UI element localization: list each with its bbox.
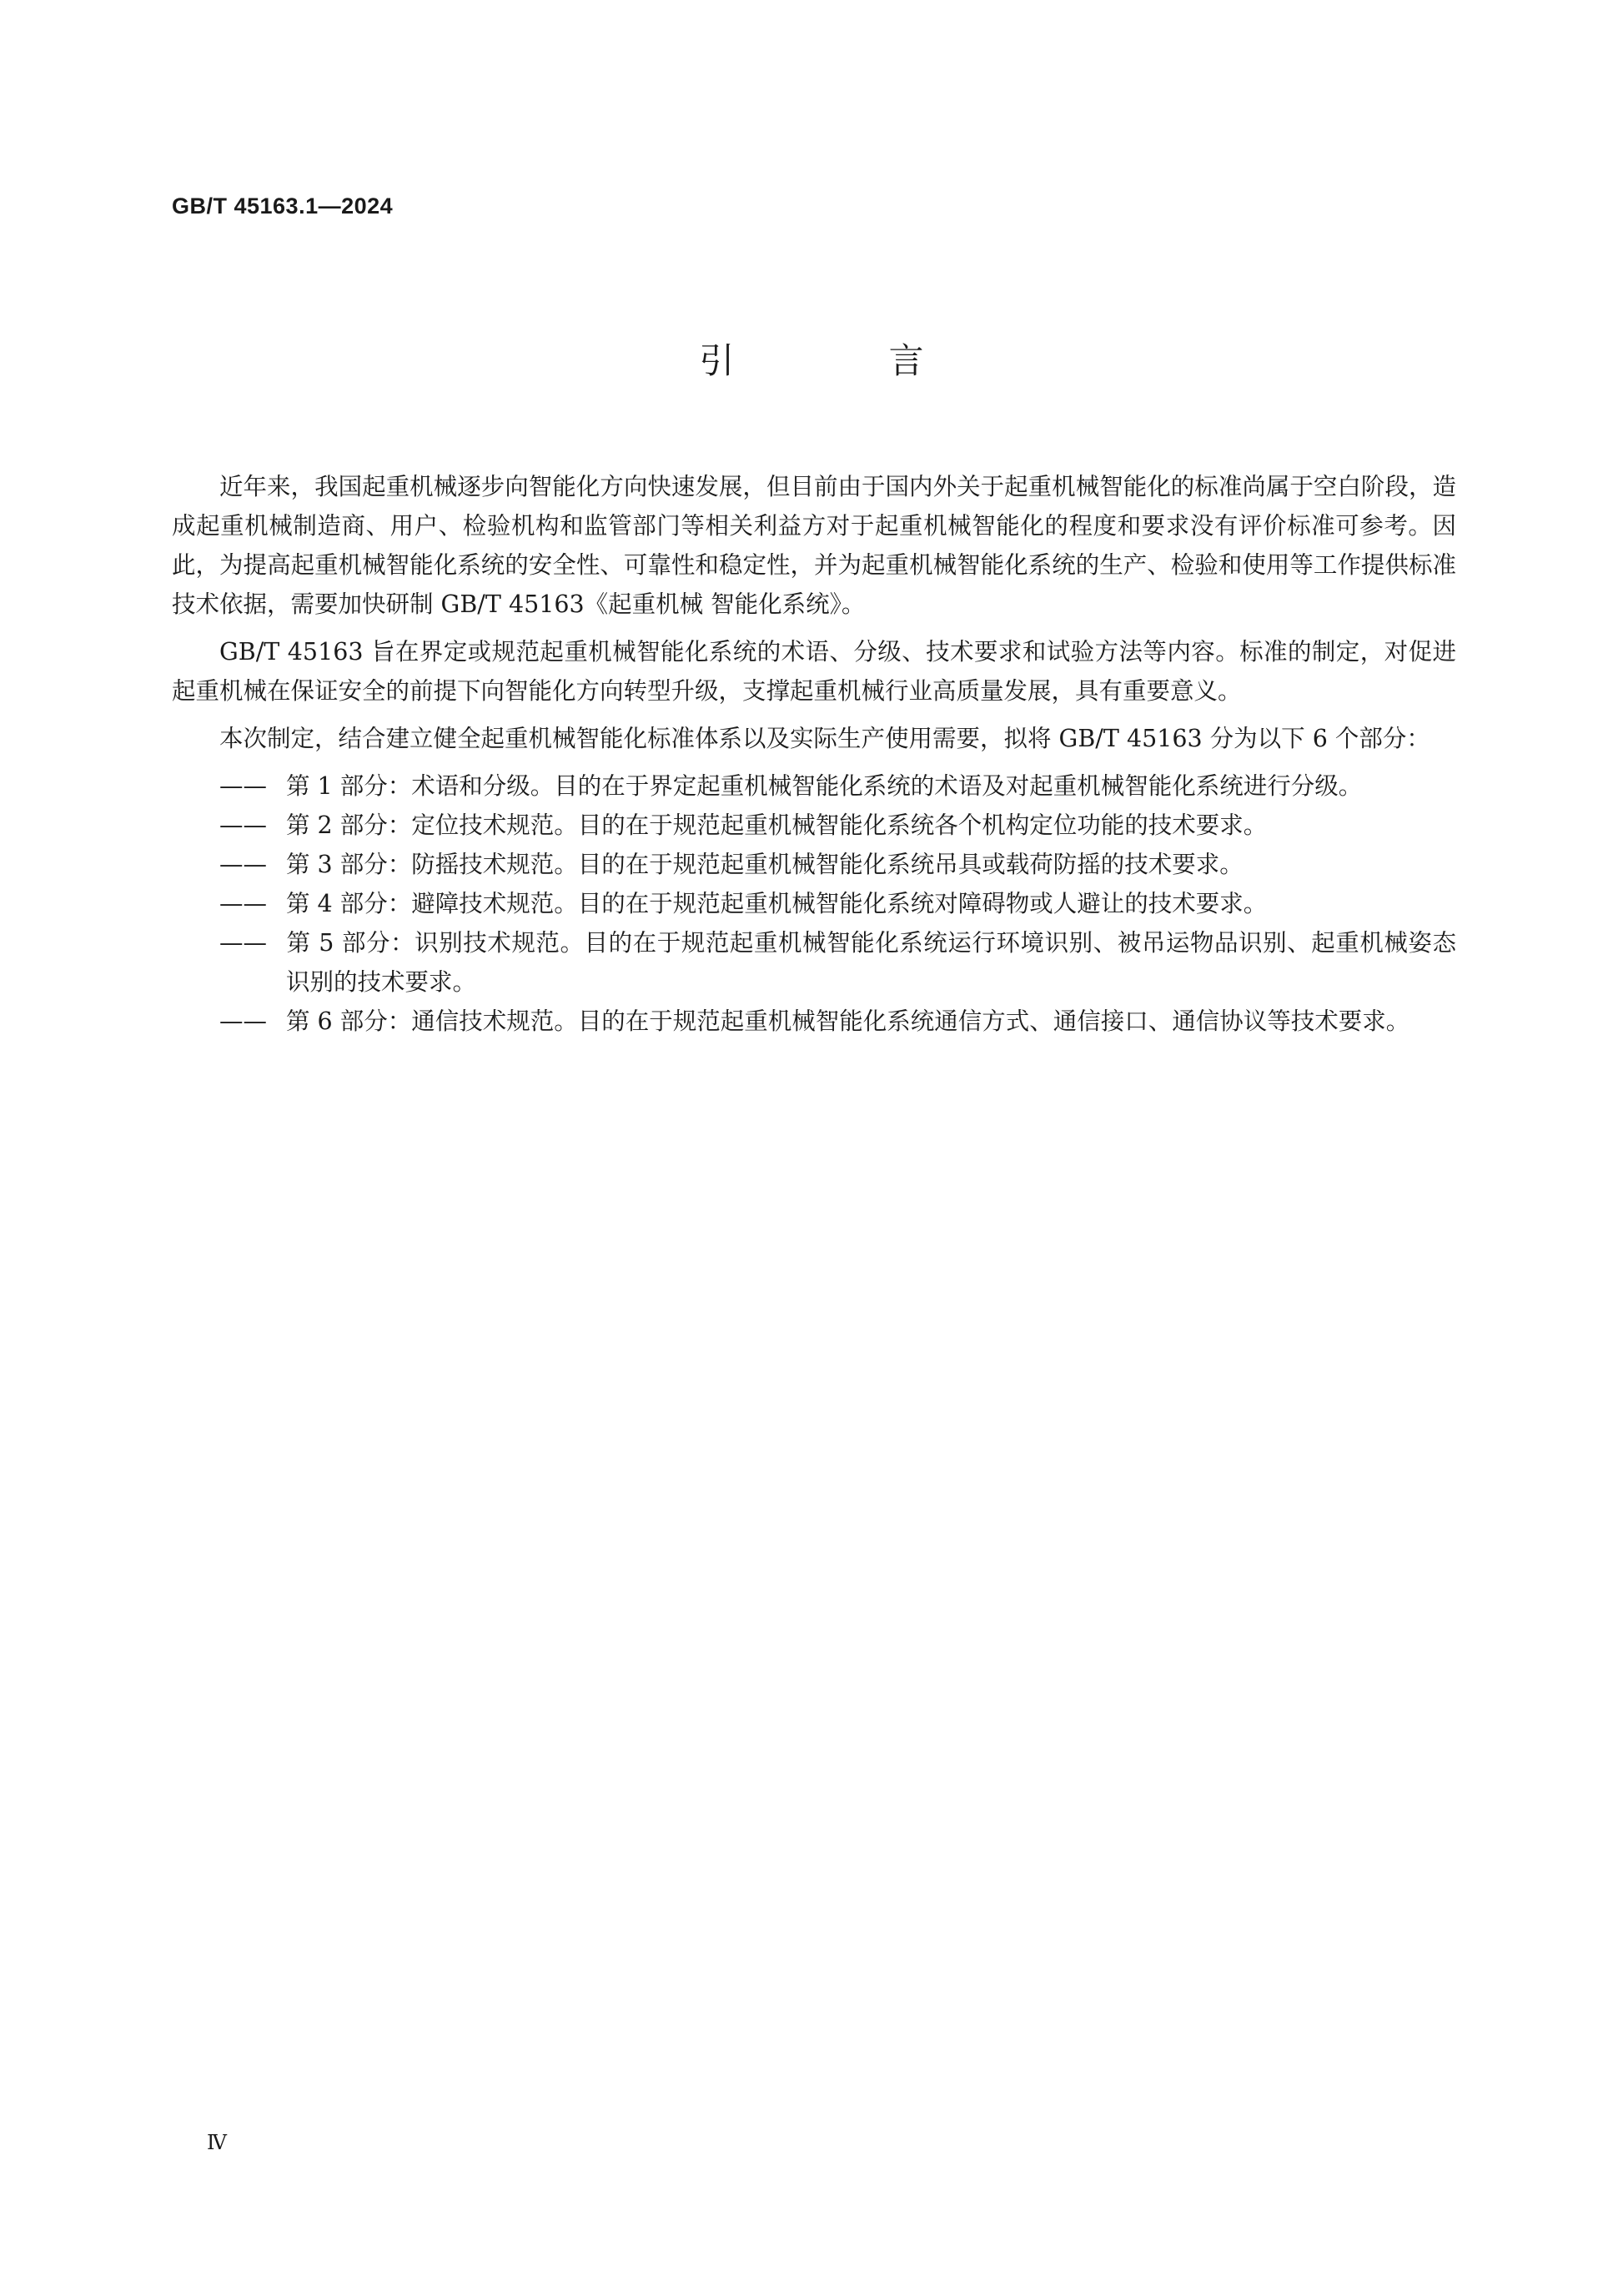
list-item — [172, 884, 1456, 923]
list-item-text: 第 3 部分：防摇技术规范。目的在于规范起重机械智能化系统吊具或载荷防摇的技术要求。 — [286, 851, 1244, 878]
list-item — [172, 806, 1456, 845]
paragraph-purpose: GB/T 45163 旨在界定或规范起重机械智能化系统的术语、分级、技术要求和试验方法等内容。标准的制定，对促进起重机械在保证安全的前提下向智能化方向转型升级，支撑起重机械行业高质量发展，具有重要意义。 — [172, 638, 1456, 705]
list-item — [172, 1002, 1456, 1041]
list-item-text: 第 2 部分：定位技术规范。目的在于规范起重机械智能化系统各个机构定位功能的技术要求。 — [286, 811, 1268, 839]
list-item — [172, 923, 1456, 1002]
list-item-text: 第 5 部分：识别技术规范。目的在于规范起重机械智能化系统运行环境识别、被吊运物品识别、起重机械姿态识别的技术要求。 — [286, 929, 1456, 996]
list-item-text: 第 1 部分：术语和分级。目的在于界定起重机械智能化系统的术语及对起重机械智能化系统进行分级。 — [286, 772, 1363, 800]
page-title: 引 言 — [699, 340, 996, 381]
paragraph-background: 近年来，我国起重机械逐步向智能化方向快速发展，但目前由于国内外关于起重机械智能化的标准尚属于空白阶段，造成起重机械制造商、用户、检验机构和监管部门等相关利益方对于起重机械智能化的程度和要求没有评价标准可参考。因此，为提高起重机械智能化系统的安全性、可靠性和稳定性，并为起重机械智能化系统的生产、检验和使用等工作提供标准技术依据，需要加快研制 GB/T 45163《起重机械 智能化系统》。 — [172, 473, 1456, 618]
page-number: Ⅳ — [207, 2131, 227, 2154]
list-dash: —— — [219, 851, 267, 878]
standard-code-header: GB/T 45163.1—2024 — [172, 193, 394, 219]
list-dash: —— — [219, 1007, 267, 1035]
list-item — [172, 845, 1456, 884]
list-dash: —— — [219, 811, 267, 839]
list-dash: —— — [219, 929, 267, 957]
list-item-text: 第 4 部分：避障技术规范。目的在于规范起重机械智能化系统对障碍物或人避让的技术要求。 — [286, 890, 1268, 917]
list-dash: —— — [219, 890, 267, 917]
paragraph-parts-intro: 本次制定，结合建立健全起重机械智能化标准体系以及实际生产使用需要，拟将 GB/T 45163 分为以下 6 个部分： — [219, 725, 1430, 752]
list-item — [172, 766, 1456, 806]
list-dash: —— — [219, 772, 267, 800]
list-item-text: 第 6 部分：通信技术规范。目的在于规范起重机械智能化系统通信方式、通信接口、通信协议等技术要求。 — [286, 1007, 1410, 1035]
parts-list — [172, 766, 1456, 1041]
document-body — [172, 467, 1456, 1041]
